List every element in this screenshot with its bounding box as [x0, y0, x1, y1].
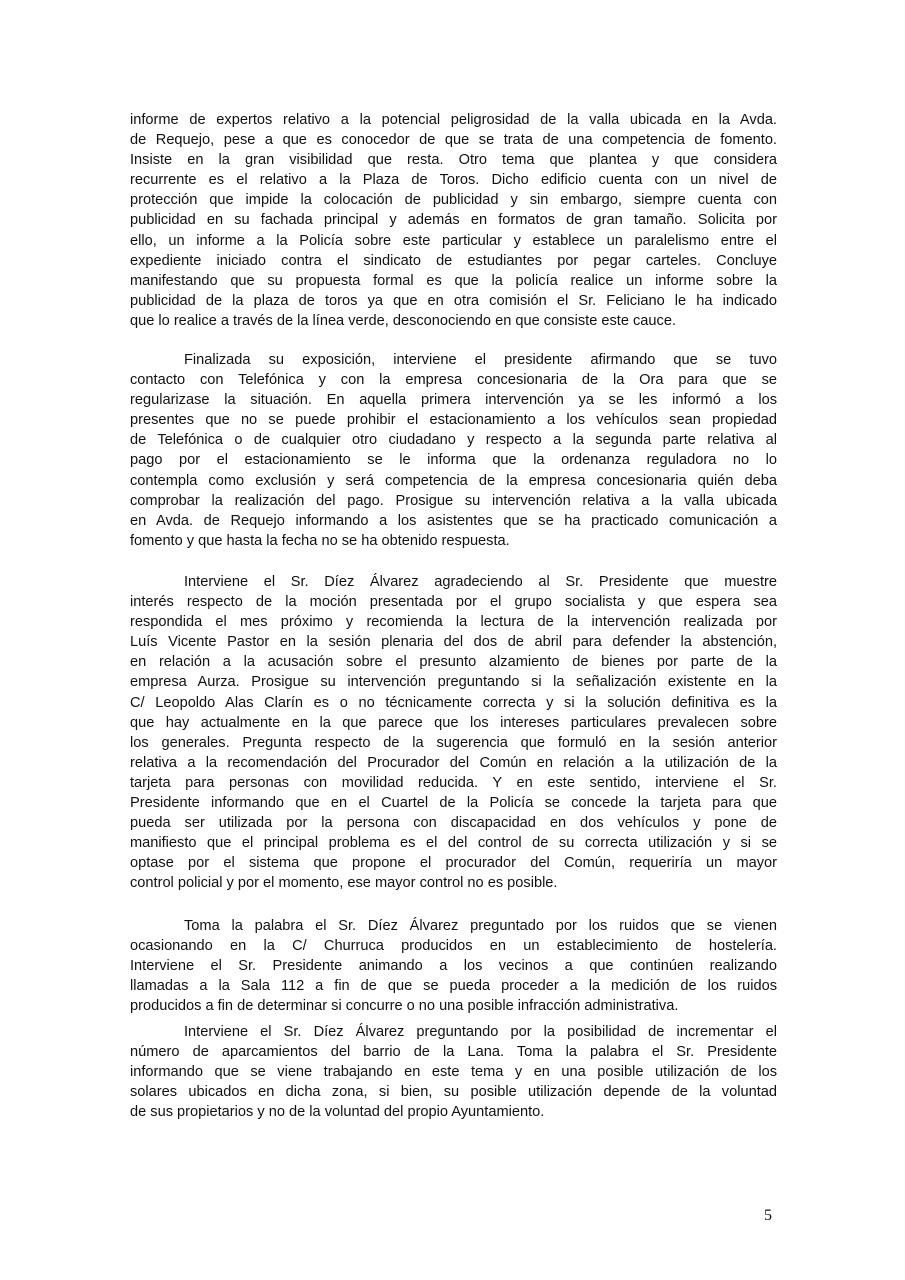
text-line: los generales. Pregunta respecto de la sugerencia que formuló en la sesión anterior: [130, 734, 777, 751]
text-line: contempla como exclusión y será competencia de la empresa concesionaria quién deba: [130, 472, 777, 489]
paragraph-3: [130, 572, 777, 894]
text-line: de sus propietarios y no de la voluntad del propio Ayuntamiento.: [130, 1104, 545, 1121]
text-line: pueda ser utilizada por la persona con discapacidad en dos vehículos y pone de: [130, 815, 777, 832]
text-line: regularizase la situación. En aquella primera intervención ya se les informó a los: [130, 392, 777, 409]
text-line: publicidad en su fachada principal y además en formatos de gran tamaño. Solicita por: [130, 212, 777, 229]
text-line: interés respecto de la moción presentada por el grupo socialista y que espera sea: [130, 594, 777, 611]
text-line: Interviene el Sr. Presidente animando a los vecinos a que continúen realizando: [130, 958, 777, 975]
text-line: protección que impide la colocación de publicidad y sin embargo, siempre cuenta con: [130, 192, 777, 209]
text-line: que hay actualmente en la que parece que los intereses particulares prevalecen sobre: [130, 714, 777, 731]
text-line: Interviene el Sr. Díez Álvarez preguntando por la posibilidad de incrementar el: [184, 1024, 777, 1040]
text-line: contacto con Telefónica y con la empresa concesionaria de la Ora para que se: [130, 372, 777, 389]
text-line: Insiste en la gran visibilidad que resta. Otro tema que plantea y que considera: [130, 152, 777, 169]
text-line: fomento y que hasta la fecha no se ha obtenido respuesta.: [130, 532, 510, 549]
text-line: producidos a fin de determinar si concurre o no una posible infracción administrativa.: [130, 998, 679, 1015]
text-line: informe de expertos relativo a la potencial peligrosidad de la valla ubicada en la Avda.: [130, 112, 777, 128]
text-line: respondida el mes próximo y recomienda la lectura de la intervención realizada por: [130, 614, 777, 631]
text-line: C/ Leopoldo Alas Clarín es o no técnicamente correcta y si la solución definitiva es la: [130, 694, 777, 711]
text-line: llamadas a la Sala 112 a fin de que se pueda proceder a la medición de los ruidos: [130, 978, 777, 995]
text-line: ello, un informe a la Policía sobre este particular y establece un paralelismo entre el: [130, 232, 777, 249]
text-line: control policial y por el momento, ese mayor control no es posible.: [130, 875, 558, 892]
paragraph-1: [130, 110, 777, 331]
text-line: de Telefónica o de cualquier otro ciudadano y respecto a la segunda parte relativa al: [130, 432, 777, 449]
text-line: comprobar la realización del pago. Prosigue su intervención relativa a la valla ubicada: [130, 492, 777, 509]
text-line: recurrente es el relativo a la Plaza de Toros. Dicho edificio cuenta con un nivel de: [130, 172, 777, 189]
text-line: Toma la palabra el Sr. Díez Álvarez preguntado por los ruidos que se vienen: [184, 918, 777, 934]
text-line: manifestando que su propuesta formal es que la policía realice un informe sobre la: [130, 272, 777, 289]
text-line: ocasionando en la C/ Churruca producidos en un establecimiento de hostelería.: [130, 938, 777, 955]
text-line: que lo realice a través de la línea verde, desconociendo en que consiste este cauce.: [130, 312, 676, 329]
page-number: 5: [764, 1207, 772, 1224]
text-line: optase por el sistema que propone el procurador del Común, requeriría un mayor: [130, 855, 777, 872]
text-line: tarjeta para personas con movilidad reducida. Y en este sentido, interviene el Sr.: [130, 774, 777, 791]
text-line: Presidente informando que en el Cuartel de la Policía se concede la tarjeta para que: [130, 795, 777, 812]
text-line: pago por el estacionamiento se le informa que la ordenanza reguladora no lo: [130, 452, 777, 469]
text-line: expediente iniciado contra el sindicato de estudiantes por pegar carteles. Concluye: [130, 252, 777, 269]
text-line: solares ubicados en dicha zona, si bien, su posible utilización depende de la voluntad: [130, 1084, 777, 1101]
paragraph-2: [130, 350, 777, 551]
text-line: manifiesto que el principal problema es el del control de su correcta utilización y si se: [130, 835, 777, 852]
text-line: publicidad de la plaza de toros ya que en otra comisión el Sr. Feliciano le ha indicado: [130, 292, 777, 309]
paragraph-4: [130, 916, 777, 1016]
paragraph-5: [130, 1022, 777, 1122]
text-line: relativa a la recomendación del Procurador del Común en relación a la utilización de la: [130, 754, 777, 771]
text-line: Luís Vicente Pastor en la sesión plenaria del dos de abril para defender la abstención,: [130, 634, 777, 651]
text-line: empresa Aurza. Prosigue su intervención preguntando si la señalización existente en la: [130, 674, 777, 691]
text-line: número de aparcamientos del barrio de la Lana. Toma la palabra el Sr. Presidente: [130, 1044, 777, 1061]
text-line: en Avda. de Requejo informando a los asistentes que se ha practicado comunicación a: [130, 512, 777, 529]
text-line: Finalizada su exposición, interviene el presidente afirmando que se tuvo: [184, 352, 777, 368]
text-line: de Requejo, pese a que es conocedor de que se trata de una competencia de fomento.: [130, 132, 777, 149]
text-line: presentes que no se puede prohibir el estacionamiento a los vehículos sean propiedad: [130, 412, 777, 429]
text-line: informando que se viene trabajando en este tema y en una posible utilización de los: [130, 1064, 777, 1081]
text-line: Interviene el Sr. Díez Álvarez agradeciendo al Sr. Presidente que muestre: [184, 574, 777, 590]
text-line: en relación a la acusación sobre el presunto alzamiento de bienes por parte de la: [130, 654, 777, 671]
